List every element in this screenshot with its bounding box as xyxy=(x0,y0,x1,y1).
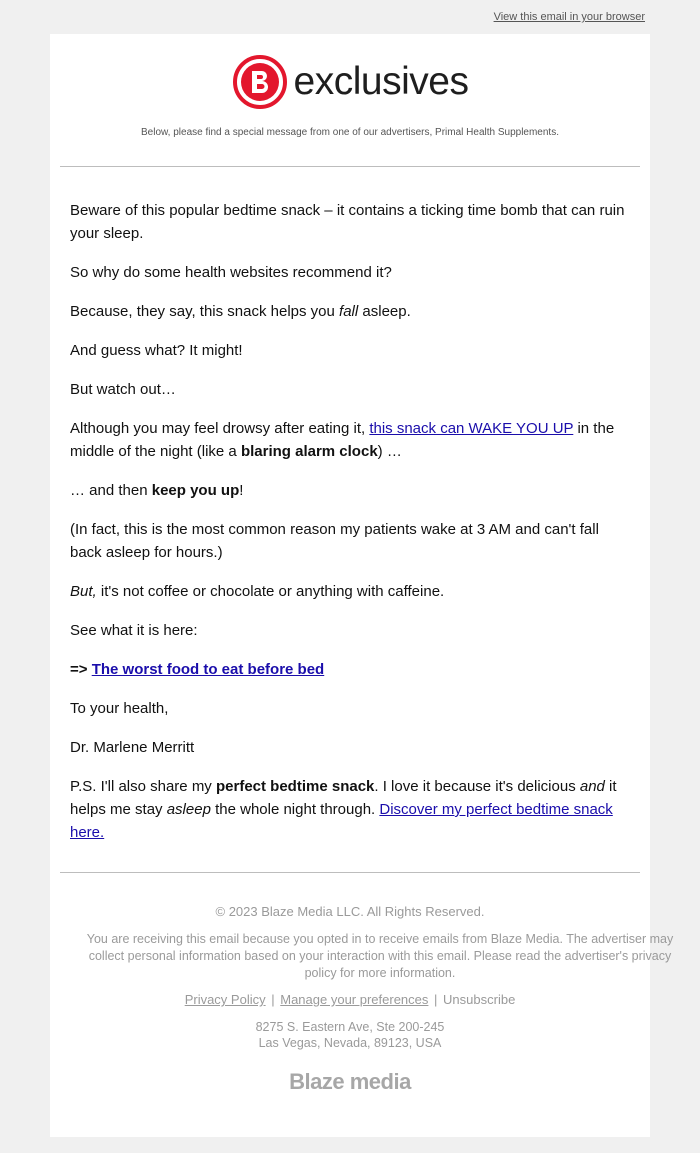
paragraph-6: Although you may feel drowsy after eating it, this snack can WAKE YOU UP in the middle of the night (like a blaring alarm clock) … xyxy=(70,420,615,460)
worst-food-link[interactable]: The worst food to eat before bed xyxy=(91,661,325,678)
paragraph-3: Because, they say, this snack helps you fall asleep. xyxy=(70,303,411,320)
privacy-policy-link[interactable]: Privacy Policy xyxy=(184,992,266,1007)
divider-bottom xyxy=(60,872,640,873)
paragraph-2: So why do some health websites recommend it? xyxy=(70,264,392,281)
brand-logo xyxy=(50,54,650,110)
copyright: © 2023 Blaze Media LLC. All Rights Reserved. xyxy=(215,904,485,919)
paragraph-1: Beware of this popular bedtime snack – it contains a ticking time bomb that can ruin your sleep. xyxy=(70,202,625,242)
disclaimer: You are receiving this email because you opted in to receive emails from Blaze Media. The advertiser may collect personal information based on your interaction with this email. Please read the advertiser's privacy policy for more information. xyxy=(86,932,674,980)
top-link-row xyxy=(0,0,700,34)
signoff: To your health, xyxy=(70,700,169,717)
footer-brand-logo xyxy=(50,1069,650,1095)
brand-wordmark: exclusives xyxy=(293,60,469,103)
divider-top xyxy=(60,166,640,167)
postal-address: 8275 S. Eastern Ave, Ste 200-245 Las Vegas, Nevada, 89123, USA xyxy=(255,1020,445,1050)
link-separator: | xyxy=(434,992,438,1007)
link-separator: | xyxy=(271,992,275,1007)
paragraph-5: But watch out… xyxy=(70,381,176,398)
message-body xyxy=(70,199,625,860)
cta-line xyxy=(70,658,625,681)
footer-links xyxy=(50,992,650,1007)
paragraph-9: But, it's not coffee or chocolate or anything with caffeine. xyxy=(70,583,445,600)
paragraph-7: … and then keep you up! xyxy=(70,482,244,499)
cta-arrow: => xyxy=(70,661,88,678)
wake-you-up-link[interactable]: this snack can WAKE YOU UP xyxy=(369,420,574,437)
blaze-media-wordmark: Blaze media xyxy=(289,1069,411,1094)
view-in-browser-link[interactable]: View this email in your browser xyxy=(493,11,645,23)
perfect-snack-link[interactable]: Discover my perfect bedtime snack here. xyxy=(70,801,613,841)
postscript: P.S. I'll also share my perfect bedtime snack. I love it because it's delicious and it helps me stay asleep the whole night through. Discover my perfect bedtime snack here. xyxy=(70,778,617,841)
paragraph-4: And guess what? It might! xyxy=(70,342,243,359)
paragraph-10: See what it is here: xyxy=(70,622,198,639)
signature: Dr. Marlene Merritt xyxy=(70,739,195,756)
paragraph-8: (In fact, this is the most common reason my patients wake at 3 AM and can't fall back asleep for hours.) xyxy=(70,521,599,561)
unsubscribe-link[interactable]: Unsubscribe xyxy=(443,992,516,1007)
email-card xyxy=(50,34,674,1137)
blaze-logo-icon xyxy=(232,54,288,110)
manage-preferences-link[interactable]: Manage your preferences xyxy=(280,992,429,1007)
advertiser-intro: Below, please find a special message from one of our advertisers, Primal Health Supplements. xyxy=(141,127,559,138)
